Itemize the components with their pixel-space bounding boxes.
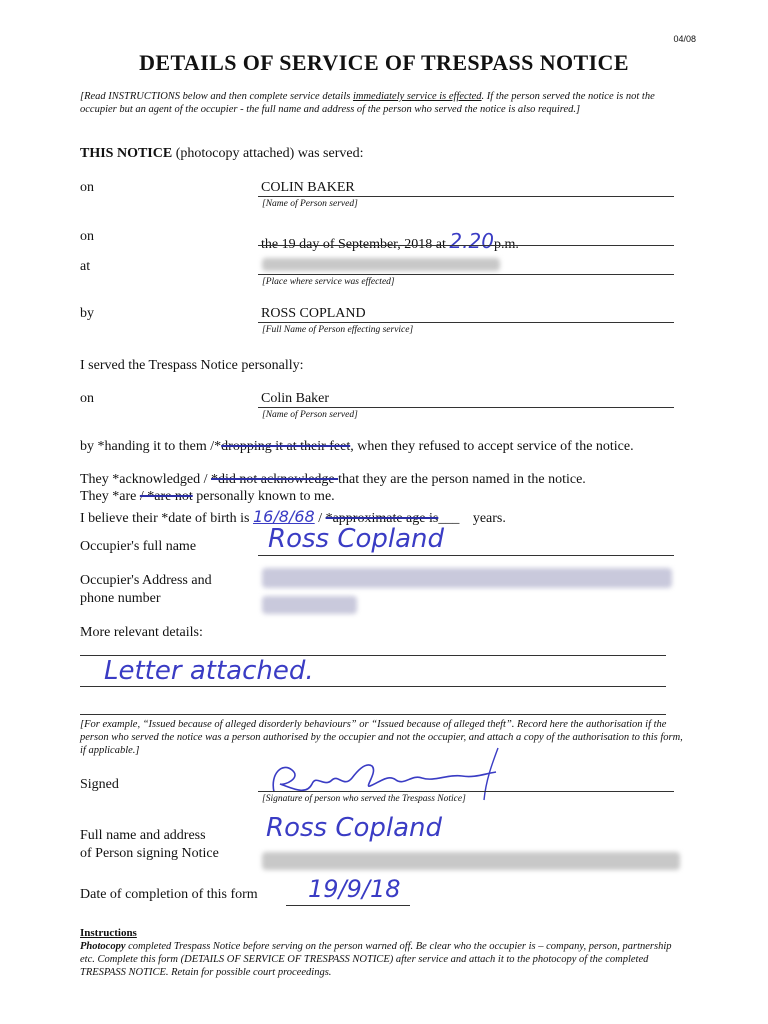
fullname-address-redacted [262, 852, 680, 870]
relevant-line-3 [80, 714, 666, 715]
top-instructions-part1: [Read INSTRUCTIONS below and then complete service details [80, 91, 353, 102]
dob-handwritten: 16/8/68 [253, 507, 315, 526]
relevant-line-2 [80, 686, 666, 687]
person-served-line [258, 196, 674, 197]
fullname-hand[interactable]: Ross Copland [266, 813, 443, 843]
handing-a: by *handing it to them /* [80, 439, 222, 454]
example-note: [For example, “Issued because of alleged disorderly behaviours” or “Issued because of alleged theft”. Record here the authorisation if the person who served the notice was a person authorised by the occupier and not the occupier, and attach a copy of the authorisation to this form, if applicable.] [80, 719, 683, 756]
signature-line [258, 791, 674, 792]
handing-struck: dropping it at their feet [221, 439, 351, 454]
instructions-text: completed Trespass Notice before serving on the person warned off. Be clear who the occupier is – company, person, partnership etc. Complete this form (DETAILS OF SERVICE OF TRESPASS NOTICE) after service and attach it to the photocopy of the completed TRESPASS NOTICE. Retain for possible court proceedings. [80, 941, 672, 978]
time-suffix: p.m. [493, 237, 519, 252]
server-caption: [Full Name of Person effecting service] [262, 325, 414, 335]
form-code: 04/08 [673, 34, 696, 44]
relevant-hand[interactable]: Letter attached. [104, 656, 314, 686]
acknowledged-a: They *acknowledged / [80, 472, 212, 487]
top-instructions-underlined: immediately service is effected [352, 91, 482, 102]
server-name-value[interactable]: ROSS COPLAND [261, 306, 366, 321]
dob-slash: / [314, 511, 326, 526]
top-instructions-part2: . If the person served the notice is not the occupier but an agent of the occupier - the full name and address of the person who served the notice is also required.] [80, 91, 655, 115]
personally-caption: [Name of Person served] [262, 410, 358, 420]
person-served-value[interactable]: COLIN BAKER [261, 180, 355, 195]
occupier-name-line [258, 555, 674, 556]
place-redacted [262, 258, 500, 271]
date-line [258, 245, 674, 246]
top-instructions [80, 90, 690, 116]
date-text: the 19 day of September, 2018 at [261, 237, 446, 252]
relevant-label: More relevant details: [80, 625, 203, 640]
dob-struck: *approximate age is [325, 511, 439, 526]
known-line [80, 489, 335, 505]
page-title: DETAILS OF SERVICE OF TRESPASS NOTICE [139, 50, 629, 75]
handing-line [80, 439, 634, 455]
date-field[interactable] [261, 229, 519, 253]
completion-label: Date of completion of this form [80, 887, 258, 902]
person-served-caption: [Name of Person served] [262, 199, 358, 209]
completion-hand[interactable]: 19/9/18 [308, 875, 401, 903]
dob-years: years. [472, 511, 506, 526]
occupier-name-label: Occupier's full name [80, 539, 197, 554]
signed-label: Signed [80, 777, 119, 792]
place-line [258, 274, 674, 275]
personally-text: I served the Trespass Notice personally: [80, 358, 304, 373]
acknowledged-b: that they are the person named in the notice. [338, 472, 586, 487]
server-line [258, 322, 674, 323]
occupier-name-hand[interactable]: Ross Copland [268, 524, 445, 554]
completion-line [286, 905, 410, 906]
occupier-address-redacted-1 [262, 568, 672, 588]
served-intro [80, 146, 363, 162]
acknowledged-struck: *did not acknowledge [211, 472, 339, 487]
fullname-label-2: of Person signing Notice [80, 846, 219, 861]
signature-caption: [Signature of person who served the Trespass Notice] [262, 794, 466, 804]
on-label-2: on [80, 229, 94, 244]
bottom-instructions [80, 927, 680, 979]
occupier-address-redacted-2 [262, 596, 357, 614]
personally-name-value[interactable]: Colin Baker [261, 391, 330, 406]
served-intro-bold: THIS NOTICE [80, 146, 173, 161]
served-intro-rest: (photocopy attached) was served: [172, 146, 364, 161]
dob-blank: ___ [438, 511, 460, 526]
on-label-1: on [80, 180, 94, 195]
known-struck: / *are not [139, 489, 193, 504]
on-label-3: on [80, 391, 94, 406]
place-caption: [Place where service was effected] [262, 277, 395, 287]
known-b: personally known to me. [192, 489, 335, 504]
time-handwritten: 2.20 [449, 229, 494, 253]
dob-a: I believe their *date of birth is [80, 511, 250, 526]
fullname-label-1: Full name and address [80, 828, 206, 843]
instructions-bold: Photocopy [80, 941, 126, 952]
acknowledged-line [80, 472, 586, 488]
occupier-address-label-2: phone number [80, 591, 161, 606]
handing-b: , when they refused to accept service of the notice. [350, 439, 634, 454]
occupier-address-label-1: Occupier's Address and [80, 573, 212, 588]
personally-line [258, 407, 674, 408]
by-label: by [80, 306, 94, 321]
known-a: They *are [80, 489, 140, 504]
at-label: at [80, 259, 91, 274]
instructions-heading: Instructions [80, 927, 137, 939]
